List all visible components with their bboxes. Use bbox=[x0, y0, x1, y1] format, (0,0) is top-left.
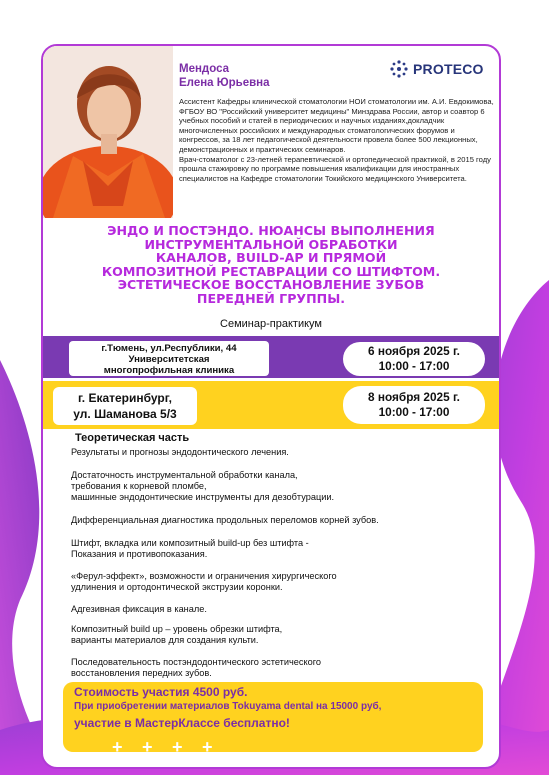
brand-name: PROTECO bbox=[413, 61, 484, 77]
promo-free-text: участие в МастерКлассе бесплатно! bbox=[74, 716, 290, 730]
title-line: ЭНДО И ПОСТЭНДО. НЮАНСЫ ВЫПОЛНЕНИЯ bbox=[107, 223, 435, 238]
plus-icon: + bbox=[142, 737, 153, 757]
price-text: Стоимость участия 4500 руб. bbox=[74, 685, 248, 699]
proteco-logo-icon bbox=[390, 60, 408, 78]
event-time: 10:00 - 17:00 bbox=[378, 359, 450, 373]
event-datetime-ekaterinburg bbox=[343, 386, 485, 424]
brand-logo bbox=[390, 60, 484, 78]
location-line: г.Тюмень, ул.Республики, 44 bbox=[101, 343, 237, 354]
theory-heading: Теоретическая часть bbox=[75, 432, 190, 444]
theory-item: Последовательность постэндодонтического эстетического восстановления передних зубов. bbox=[71, 657, 321, 678]
location-line: г. Екатеринбург, bbox=[77, 391, 173, 405]
plus-icon: + bbox=[112, 737, 123, 757]
speaker-photo bbox=[43, 46, 173, 218]
seminar-card bbox=[41, 44, 501, 769]
title-line: ИНСТРУМЕНТАЛЬНОЙ ОБРАБОТКИ bbox=[144, 236, 398, 252]
location-line: Университетская bbox=[128, 354, 210, 365]
event-date: 6 ноября 2025 г. bbox=[368, 344, 460, 358]
event-location-tyumen bbox=[69, 341, 269, 376]
title-line: КОМПОЗИТНОЙ РЕСТАВРАЦИИ СО ШТИФТОМ. bbox=[101, 263, 441, 279]
theory-item: Композитный build up – уровень обрезки штифта, варианты материалов для создания культи. bbox=[71, 624, 283, 645]
theory-item: Результаты и прогнозы эндодонтического лечения. bbox=[71, 447, 289, 457]
speaker-bio bbox=[179, 97, 497, 183]
speaker-surname: Мендоса bbox=[179, 63, 230, 75]
plus-icon: + bbox=[172, 737, 183, 757]
seminar-title bbox=[43, 224, 499, 306]
bio-paragraph-2: Врач-стоматолог с 23-летней терапевтической и ортопедической практикой, в 2015 году прошла стажировку по программе повышения квалификации для иностранных специалистов на Кафедре стоматологии Токийского медицинского Университета. bbox=[179, 154, 491, 183]
theory-item: Адгезивная фиксация в канале. bbox=[71, 604, 207, 614]
theory-item: Штифт, вкладка или композитный build-up без штифта - Показания и противопоказания. bbox=[71, 538, 309, 559]
title-line: ПЕРЕДНЕЙ ГРУППЫ. bbox=[196, 290, 346, 306]
speaker-name bbox=[179, 62, 270, 90]
speaker-given-name: Елена Юрьевна bbox=[179, 77, 270, 89]
plus-icon: + bbox=[202, 737, 213, 757]
event-location-ekaterinburg bbox=[53, 387, 197, 425]
title-line: ЭСТЕТИЧЕСКОЕ ВОССТАНОВЛЕНИЕ ЗУБОВ bbox=[117, 277, 425, 293]
theory-item: Дифференциальная диагностика продольных переломов корней зубов. bbox=[71, 515, 379, 525]
location-line: многопрофильная клиника bbox=[103, 365, 235, 376]
bio-paragraph-1: Ассистент Кафедры клинической стоматологии НОИ стоматологии им. А.И. Евдокимова, ФГБОУ ВО "Российский университет медицины" Минздрава России, автор и соавтор 6 учебных пособий и статей в периодических и научных изданиях,докладчик многочисленных российских и международных стоматологических форумов и конгрессов, за 18 лет педагогической деятельности провела более 500 лекционных, демонстрационных и практических семинаров. bbox=[179, 97, 494, 154]
theory-item: Достаточность инструментальной обработки канала, требования к корневой пломбе, машинные эндодонтические инструменты для дезобтурации. bbox=[71, 470, 335, 502]
seminar-subtitle: Семинар-практикум bbox=[220, 318, 322, 330]
location-line: ул. Шаманова 5/3 bbox=[73, 407, 177, 421]
theory-item: «Ферул-эффект», возможности и ограничения хирургического удлинения и ортодонтической экструзии коронки. bbox=[71, 571, 337, 592]
title-line: КАНАЛОВ, BUILD-AP И ПРЯМОЙ bbox=[155, 250, 387, 266]
event-datetime-tyumen bbox=[343, 342, 485, 376]
promo-text: При приобретении материалов Tokuyama dental на 15000 руб, bbox=[74, 701, 382, 712]
event-date: 8 ноября 2025 г. bbox=[368, 390, 460, 404]
event-time: 10:00 - 17:00 bbox=[378, 405, 450, 419]
